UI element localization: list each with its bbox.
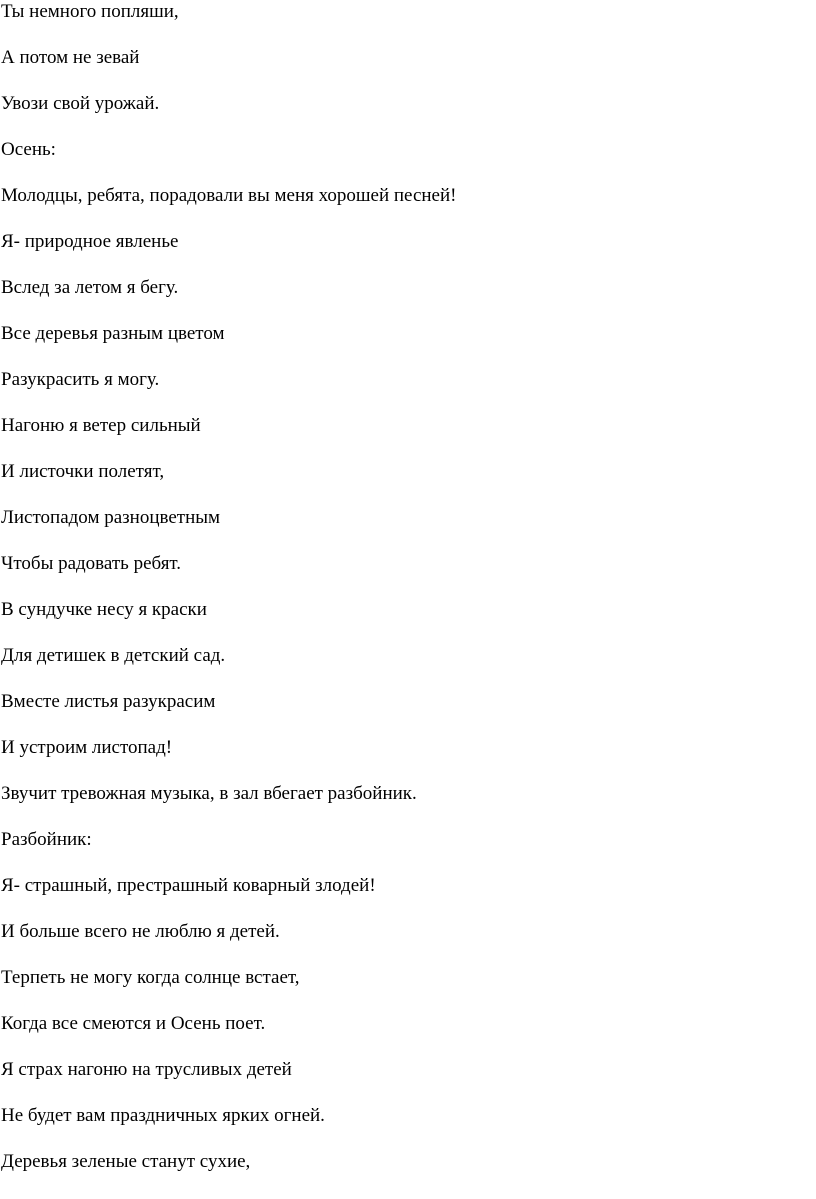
text-line: И больше всего не люблю я детей.	[1, 921, 280, 942]
text-line: Молодцы, ребята, порадовали вы меня хорошей песней!	[1, 185, 457, 206]
speaker-label: Осень:	[1, 139, 56, 160]
text-line: И листочки полетят,	[1, 461, 165, 482]
text-line: Когда все смеются и Осень поет.	[1, 1013, 266, 1034]
text-line: Разукрасить я могу.	[1, 369, 160, 390]
text-line: Терпеть не могу когда солнце встает,	[1, 967, 300, 988]
text-line: Увози свой урожай.	[1, 93, 160, 114]
text-line: Все деревья разным цветом	[1, 323, 225, 344]
text-line: Ты немного попляши,	[1, 1, 179, 22]
text-line: Вслед за летом я бегу.	[1, 277, 179, 298]
text-line: Для детишек в детский сад.	[1, 645, 226, 666]
text-line: Я- страшный, престрашный коварный злодей!	[1, 875, 376, 896]
text-line: А потом не зевай	[1, 47, 140, 68]
text-line: Нагоню я ветер сильный	[1, 415, 201, 436]
text-line: В сундучке несу я краски	[1, 599, 207, 620]
text-line: И устроим листопад!	[1, 737, 173, 758]
text-line: Деревья зеленые станут сухие,	[1, 1151, 251, 1172]
text-line: Чтобы радовать ребят.	[1, 553, 182, 574]
text-line: Листопадом разноцветным	[1, 507, 221, 528]
text-line: Не будет вам праздничных ярких огней.	[1, 1105, 325, 1126]
speaker-label: Разбойник:	[1, 829, 92, 850]
text-line: Я страх нагоню на трусливых детей	[1, 1059, 292, 1080]
text-line: Я- природное явленье	[1, 231, 179, 252]
stage-direction: Звучит тревожная музыка, в зал вбегает разбойник.	[1, 783, 417, 804]
text-line: Вместе листья разукрасим	[1, 691, 216, 712]
